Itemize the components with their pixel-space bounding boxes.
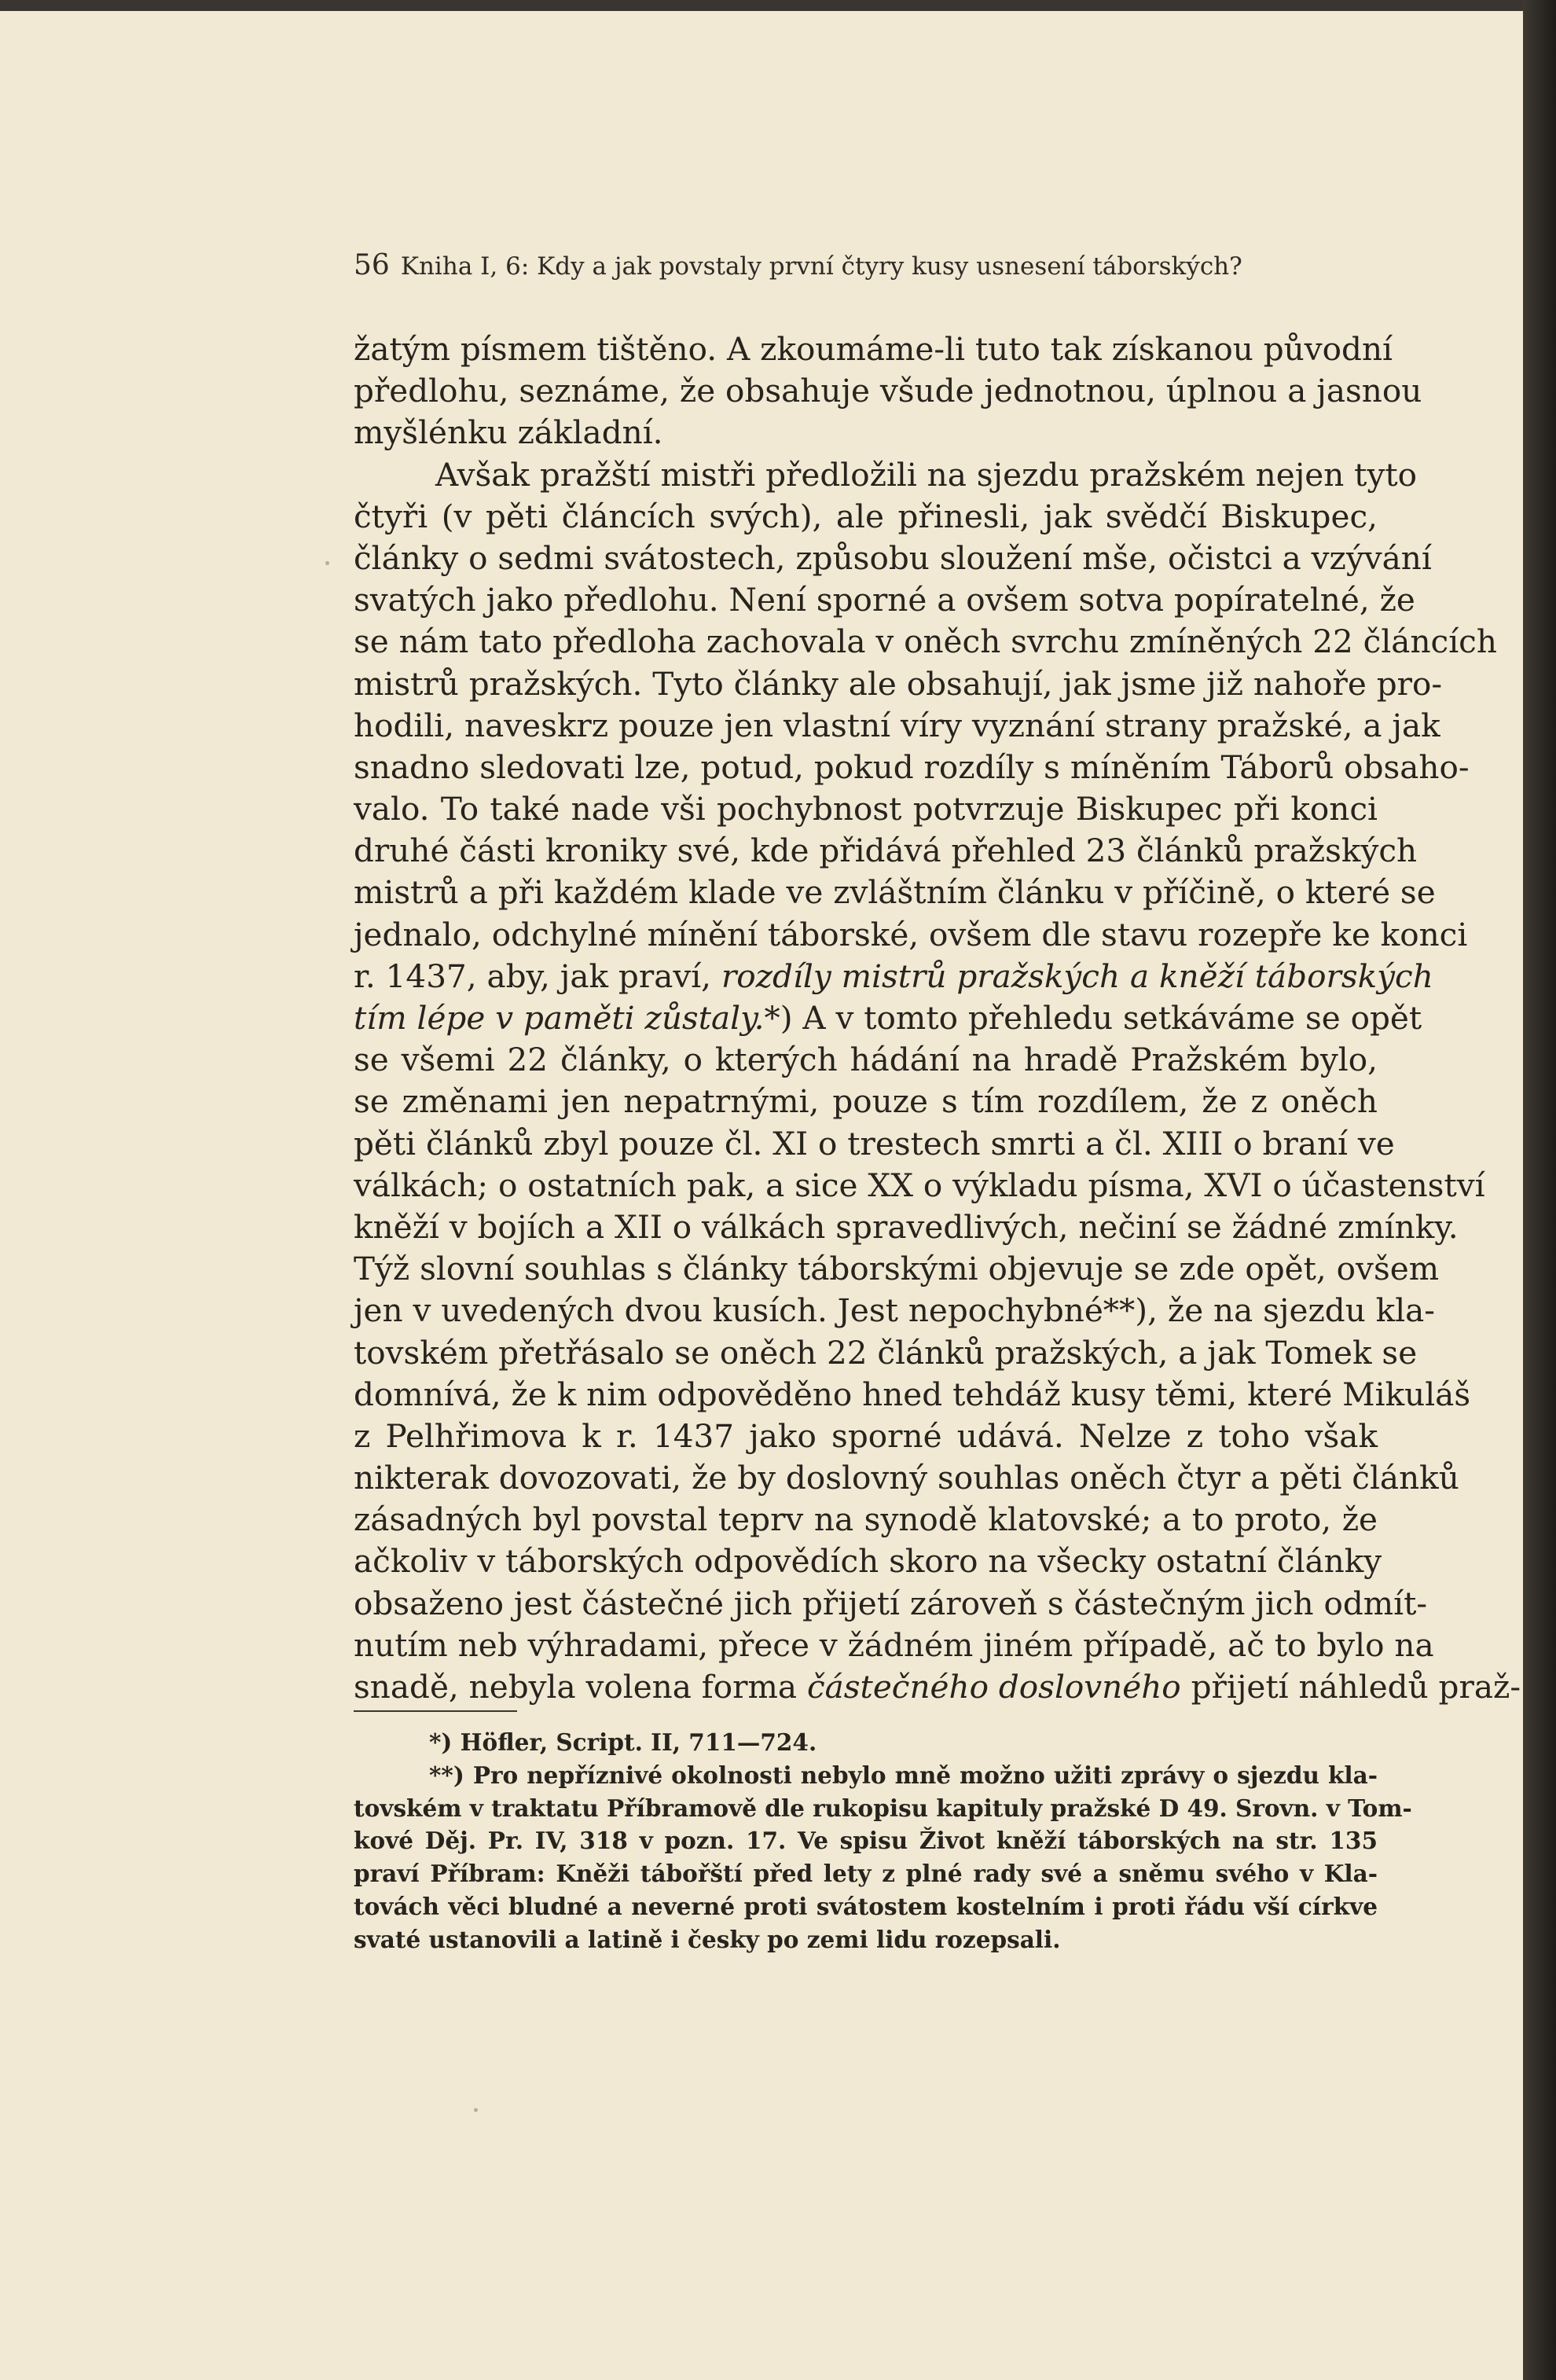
text-line: jen v uvedených dvou kusích. Jest nepochybné**), že na sjezdu kla- [354, 1291, 1435, 1330]
text-line-with-italic [354, 997, 1422, 1039]
text-line: valo. To také nade vši pochybnost potvrzuje Biskupec při konci [354, 790, 1378, 828]
text-line: mistrů pražských. Tyto články ale obsahují, jak jsme již nahoře pro- [354, 664, 1443, 703]
text-line: svatých jako předlohu. Není sporné a ovšem sotva popíratelné, že [354, 581, 1415, 619]
text-line: z Pelhřimova k r. 1437 jako sporné udává. Nelze z toho však [354, 1416, 1378, 1455]
footnotes [354, 1726, 1412, 1956]
text-line: tovském přetřásalo se oněch 22 článků pražských, a jak Tomek se [354, 1333, 1418, 1372]
text-segment: r. 1437, aby, jak praví, [354, 957, 721, 995]
text-line: mistrů a při každém klade ve zvláštním článku v příčině, o které se [354, 873, 1436, 912]
text-line: myšlénku základní. [354, 413, 663, 452]
text-line: se nám tato předloha zachovala v oněch svrchu zmíněných 22 článcích [354, 623, 1497, 661]
italic-quote: rozdíly mistrů pražských a kněží táborských [721, 957, 1433, 995]
text-line: druhé části kroniky své, kde přidává přehled 23 článků pražských [354, 832, 1418, 870]
text-line: válkách; o ostatních pak, a sice XX o výkladu písma, XVI o účastenství [354, 1166, 1485, 1204]
body-text [354, 329, 1521, 1708]
italic-phrase: částečného doslovného [806, 1668, 1181, 1706]
text-line: čtyři (v pěti článcích svých), ale přinesli, jak svědčí Biskupec, [354, 497, 1378, 535]
chapter-title: Kniha I, 6: Kdy a jak povstaly první čtyry kusy usnesení táborských? [400, 252, 1242, 281]
text-line: předlohu, seznáme, že obsahuje všude jednotnou, úplnou a jasnou [354, 372, 1422, 410]
text-line: se všemi 22 články, o kterých hádání na hradě Pražském bylo, [354, 1041, 1378, 1079]
footnote-line: tovském v traktatu Příbramově dle rukopisu kapituly pražské D 49. Srovn. v Tom- [354, 1794, 1412, 1822]
text-line: Týž slovní souhlas s články táborskými objevuje se zde opět, ovšem [354, 1250, 1440, 1288]
text-line: hodili, naveskrz pouze jen vlastní víry vyznání strany pražské, a jak [354, 706, 1440, 744]
running-head [354, 250, 1383, 281]
text-line: jednalo, odchylné mínění táborské, ovšem dle stavu rozepře ke konci [354, 915, 1468, 953]
footnote-line: svaté ustanovili a latině i česky po zemi lidu rozepsali. [354, 1925, 1061, 1953]
footnote-rule [354, 1710, 517, 1712]
text-line: snadno sledovati lze, potud, pokud rozdíly s míněním Táborů obsaho- [354, 747, 1470, 786]
footnote-2: **) Pro nepříznivé okolnosti nebylo mně možno užiti zprávy o sjezdu kla- [429, 1761, 1378, 1789]
scan-top-edge [0, 0, 1556, 11]
text-line: nikterak dovozovati, že by doslovný souhlas oněch čtyr a pěti článků [354, 1459, 1459, 1497]
footnote-line: praví Příbram: Kněži tábořští před lety z plné rady své a sněmu svého v Kla- [354, 1860, 1378, 1888]
paragraph-start-line: Avšak pražští mistři předložili na sjezdu pražském nejen tyto [435, 455, 1417, 494]
text-segment: snadě, nebyla volena forma [354, 1668, 807, 1706]
footnote-line: továch věci bludné a neverné proti svátostem kostelním i proti řádu vší církve [354, 1892, 1378, 1920]
page-number: 56 [354, 249, 390, 281]
text-line: žatým písmem tištěno. A zkoumáme-li tuto tak získanou původní [354, 330, 1393, 368]
text-segment: přijetí náhledů praž- [1180, 1668, 1521, 1706]
text-line: pěti článků zbyl pouze čl. XI o trestech smrti a čl. XIII o braní ve [354, 1124, 1395, 1162]
text-line: domnívá, že k nim odpověděno hned tehdáž kusy těmi, které Mikuláš [354, 1375, 1471, 1413]
italic-quote: tím lépe v paměti zůstaly. [354, 999, 765, 1037]
text-line: nutím neb výhradami, přece v žádném jiném případě, ač to bylo na [354, 1625, 1434, 1664]
text-segment: *) A v tomto přehledu setkáváme se opět [764, 999, 1422, 1037]
footnote-1: *) Höfler, Script. II, 711—724. [429, 1728, 817, 1756]
paper-speck [474, 2108, 478, 2112]
text-line: ačkoliv v táborských odpovědích skoro na všecky ostatní články [354, 1542, 1382, 1581]
footnote-line: kové Děj. Pr. IV, 318 v pozn. 17. Ve spisu Život kněží táborských na str. 135 [354, 1827, 1378, 1855]
text-line-with-italic [354, 956, 1433, 997]
text-line: články o sedmi svátostech, způsobu sloužení mše, očistci a vzývání [354, 538, 1432, 577]
scan-right-edge [1523, 0, 1556, 2380]
paper-speck [325, 561, 329, 565]
text-line: kněží v bojích a XII o válkách spravedlivých, nečiní se žádné zmínky. [354, 1207, 1459, 1246]
text-line: zásadných byl povstal teprv na synodě klatovské; a to proto, že [354, 1500, 1378, 1539]
text-line-with-italic [354, 1666, 1521, 1708]
text-line: obsaženo jest částečné jich přijetí zároveň s částečným jich odmít- [354, 1584, 1428, 1622]
text-line: se změnami jen nepatrnými, pouze s tím rozdílem, že z oněch [354, 1082, 1378, 1121]
